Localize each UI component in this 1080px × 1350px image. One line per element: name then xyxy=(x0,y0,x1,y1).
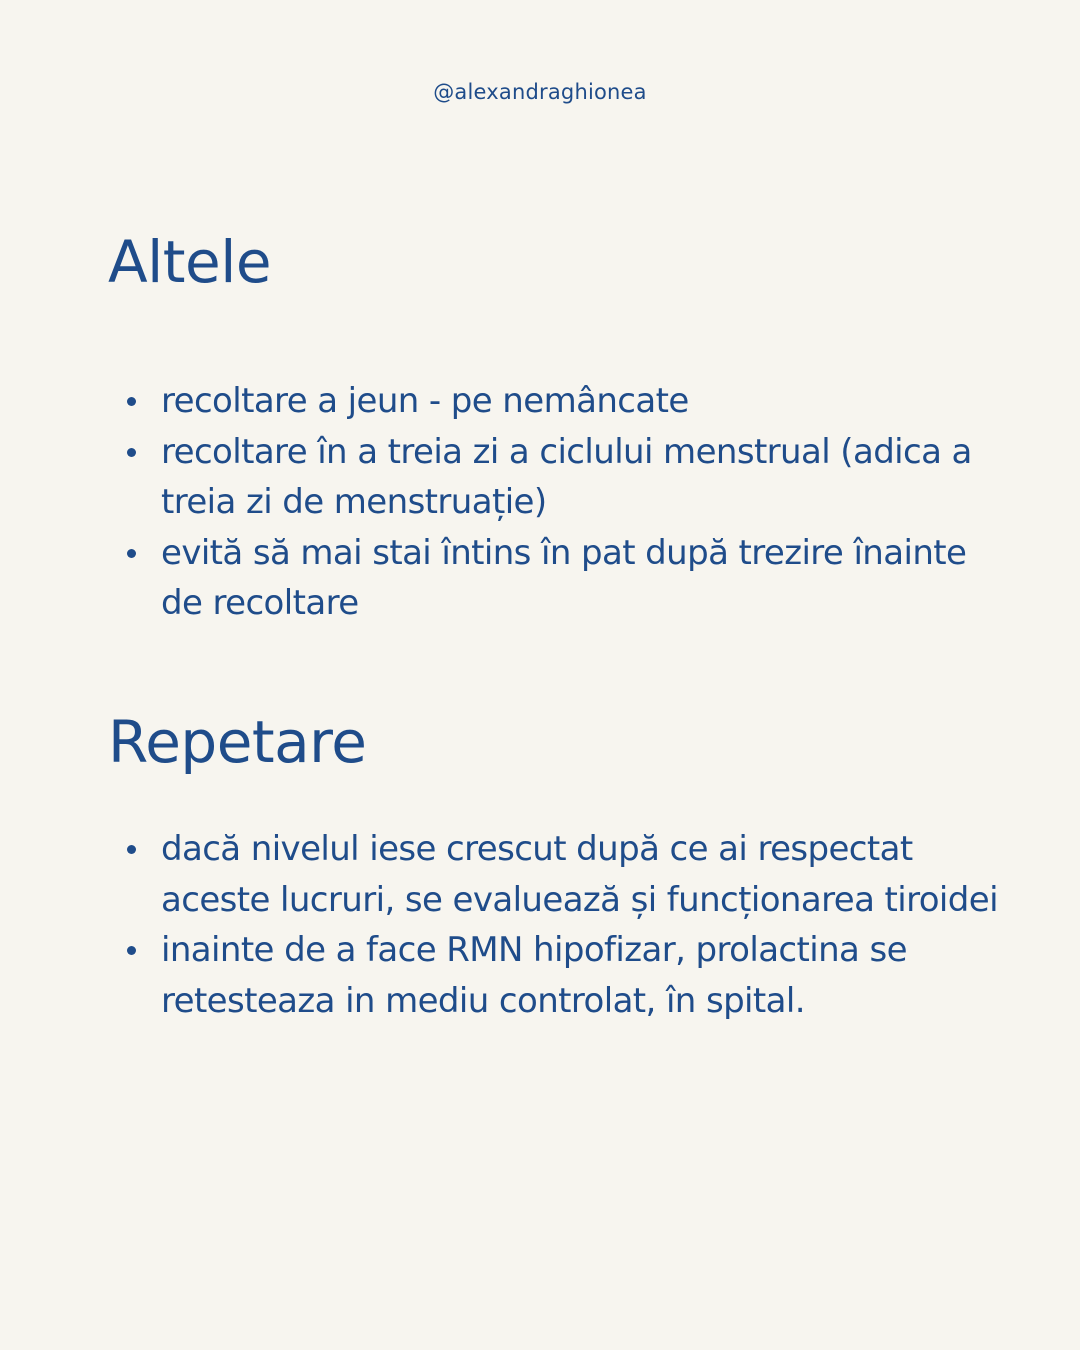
author-handle: @alexandraghionea xyxy=(433,80,647,104)
list-item-text: evită să mai stai întins în pat după trezire înainte de recoltare xyxy=(161,532,967,623)
bullet-icon xyxy=(127,549,136,558)
list-item xyxy=(120,925,1000,1026)
list-item xyxy=(120,427,1000,528)
list-item xyxy=(120,824,1000,925)
bullet-icon xyxy=(127,397,136,406)
bullet-list-repetare xyxy=(120,824,1000,1026)
list-item-text: recoltare a jeun - pe nemâncate xyxy=(161,381,689,421)
list-item-text: recoltare în a treia zi a ciclului menstrual (adica a treia zi de menstruație) xyxy=(161,431,972,522)
bullet-icon xyxy=(127,448,136,457)
section-title-repetare: Repetare xyxy=(108,708,367,776)
section-title-altele: Altele xyxy=(108,228,272,296)
bullet-icon xyxy=(127,946,136,955)
list-item-text: inainte de a face RMN hipofizar, prolactina se retesteaza in mediu controlat, în spital. xyxy=(161,930,907,1021)
bullet-list-altele xyxy=(120,376,1000,629)
list-item xyxy=(120,376,1000,427)
bullet-icon xyxy=(127,845,136,854)
list-item xyxy=(120,528,1000,629)
list-item-text: dacă nivelul iese crescut după ce ai respectat aceste lucruri, se evaluează și funcționarea tiroidei xyxy=(161,829,998,920)
